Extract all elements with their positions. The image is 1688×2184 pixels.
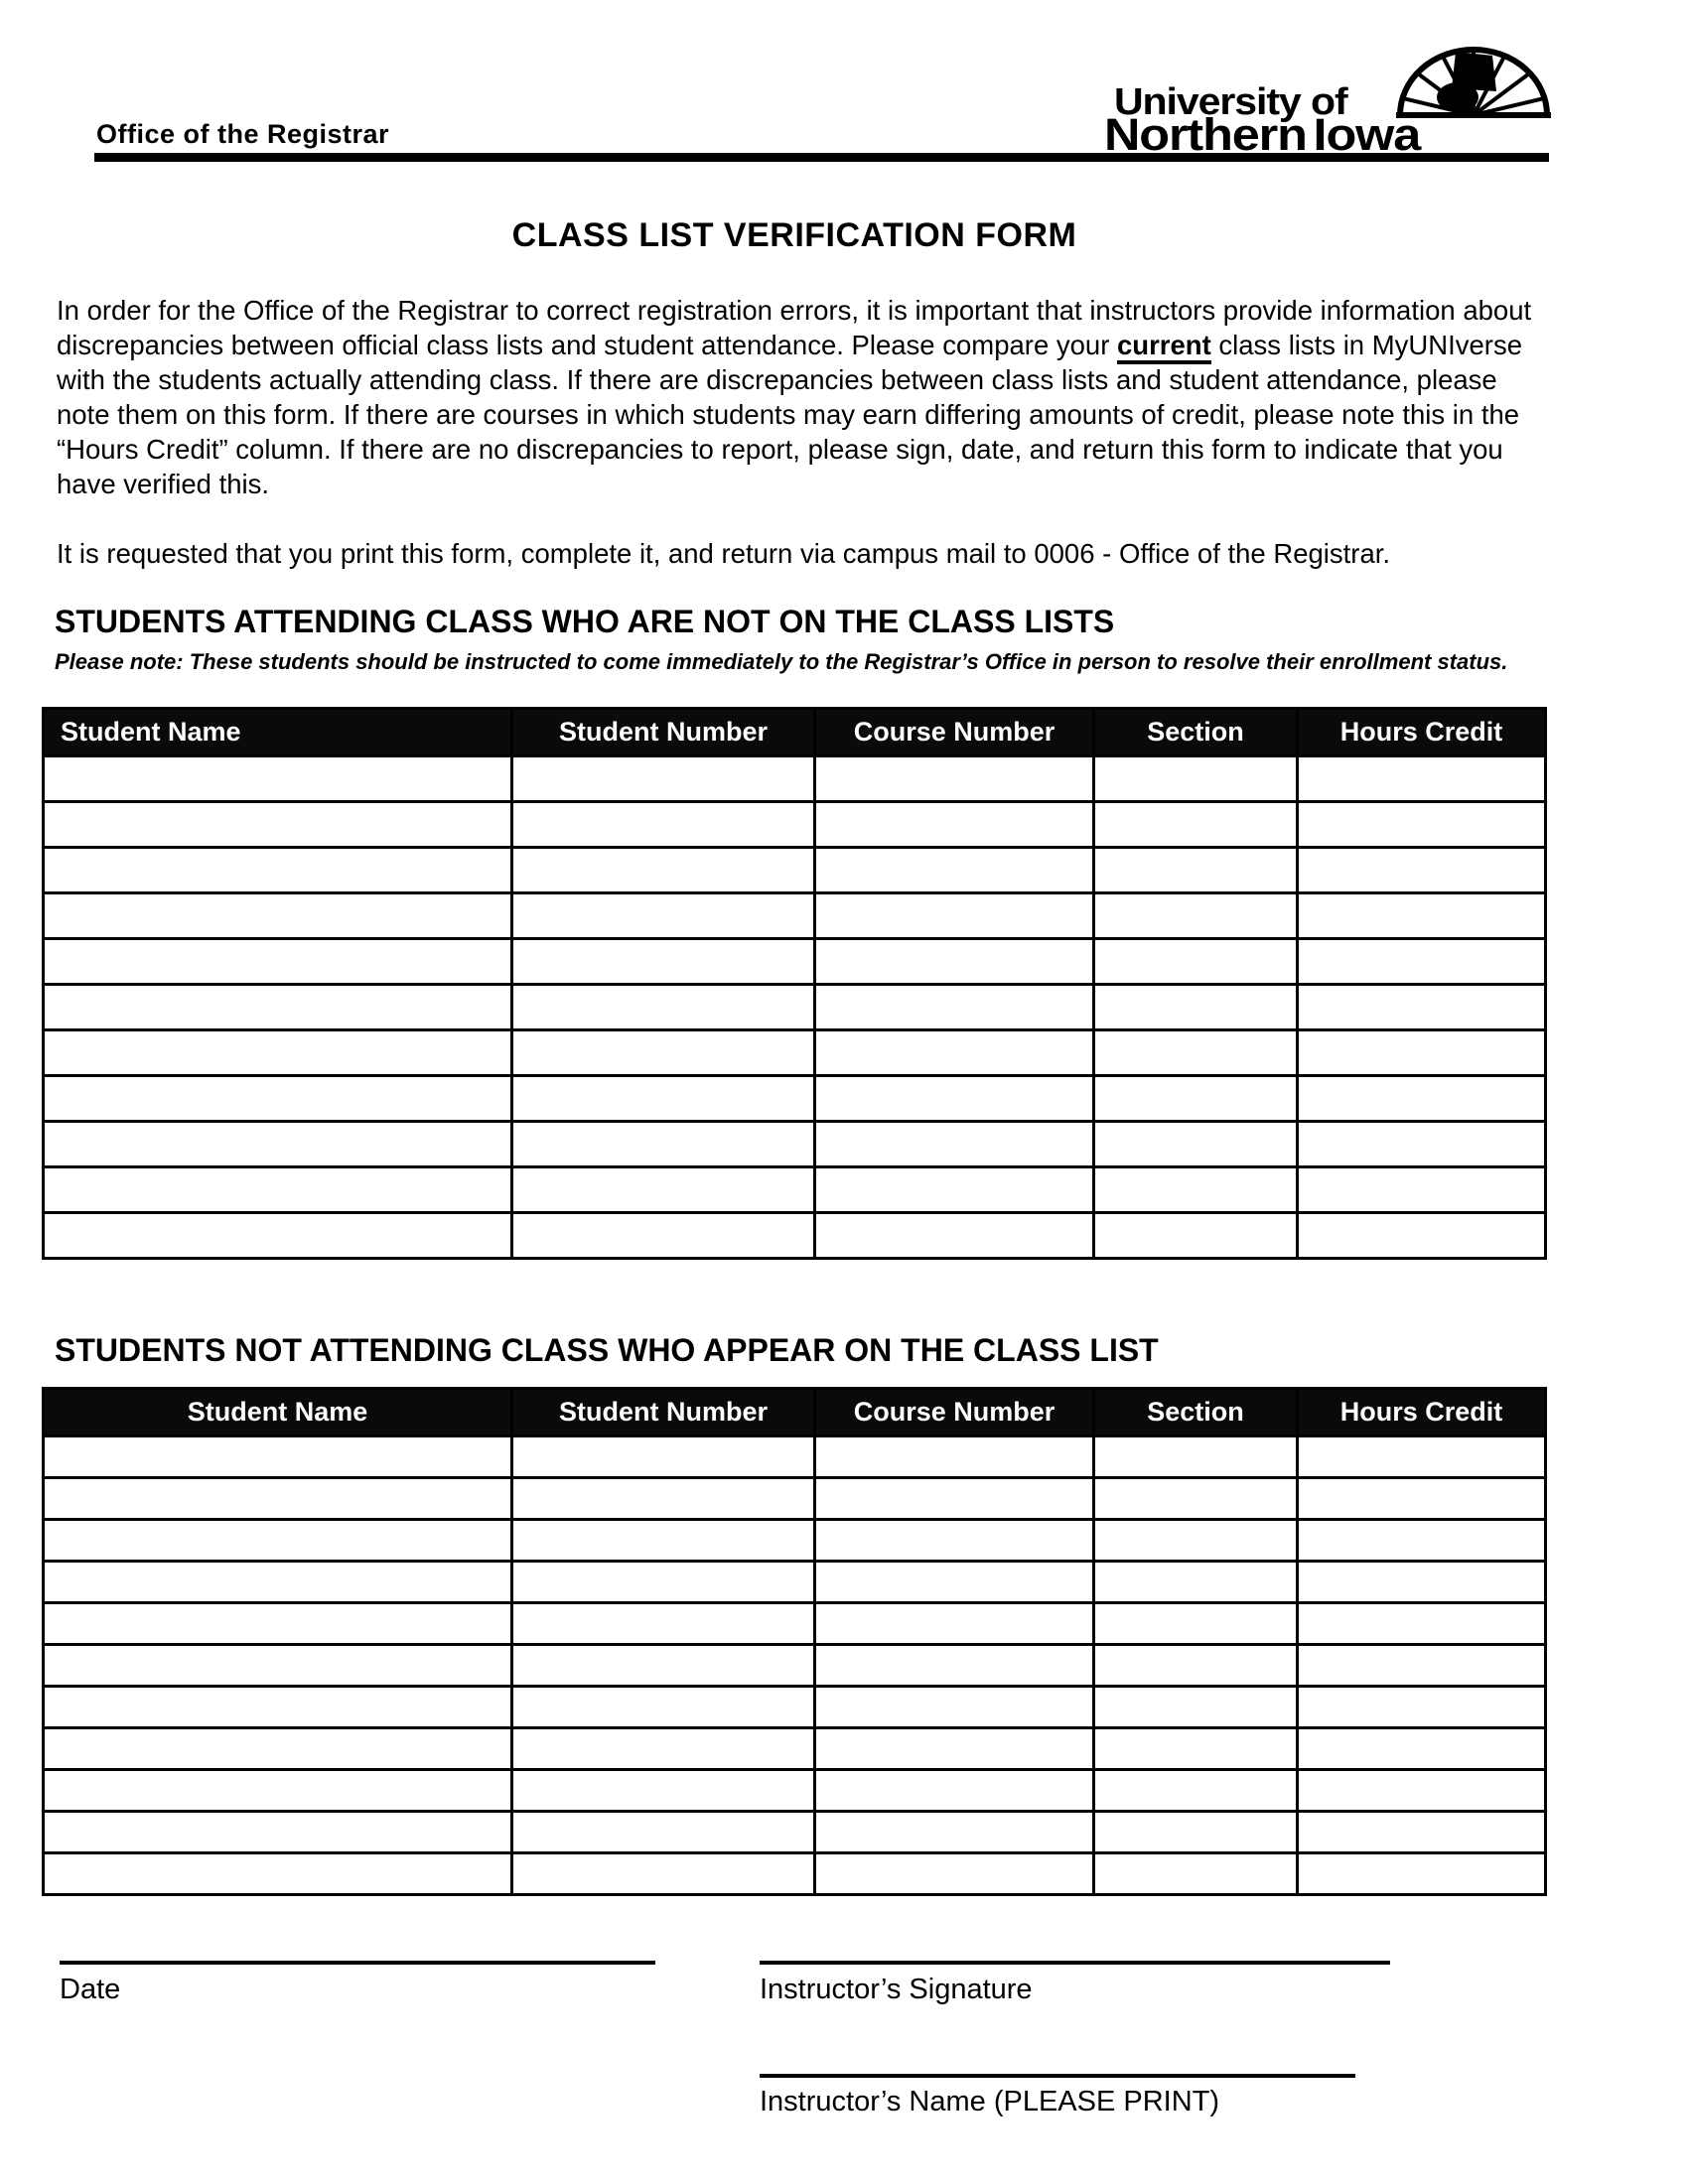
empty-fill-in-cell[interactable] xyxy=(1094,802,1298,848)
section1-note: Please note: These students should be instructed to come immediately to the Registrar’s Office in person to resolve their enrollment status. xyxy=(55,649,1508,674)
empty-fill-in-cell[interactable] xyxy=(1298,802,1546,848)
empty-fill-in-cell[interactable] xyxy=(512,939,815,985)
empty-fill-in-cell[interactable] xyxy=(1094,1687,1298,1728)
empty-fill-in-cell[interactable] xyxy=(44,848,512,893)
empty-fill-in-cell[interactable] xyxy=(1094,893,1298,939)
column-header: Student Number xyxy=(512,709,815,756)
empty-fill-in-cell[interactable] xyxy=(815,1770,1094,1812)
empty-fill-in-cell[interactable] xyxy=(815,1213,1094,1259)
empty-fill-in-cell[interactable] xyxy=(1298,1520,1546,1562)
empty-fill-in-cell[interactable] xyxy=(44,1076,512,1122)
empty-fill-in-cell[interactable] xyxy=(1298,985,1546,1030)
empty-fill-in-cell[interactable] xyxy=(1298,1812,1546,1853)
empty-fill-in-cell[interactable] xyxy=(1298,1687,1546,1728)
empty-fill-in-cell[interactable] xyxy=(44,802,512,848)
office-label: Office of the Registrar xyxy=(96,119,390,149)
empty-fill-in-cell[interactable] xyxy=(1298,1478,1546,1520)
empty-fill-in-cell[interactable] xyxy=(1094,1030,1298,1076)
instructor-signature-label: Instructor’s Signature xyxy=(760,1974,1033,2005)
empty-fill-in-cell[interactable] xyxy=(1094,1076,1298,1122)
empty-fill-in-cell[interactable] xyxy=(44,1436,512,1478)
empty-fill-in-cell[interactable] xyxy=(1298,1728,1546,1770)
table-row xyxy=(44,1603,1546,1645)
empty-fill-in-cell[interactable] xyxy=(1094,1645,1298,1687)
empty-fill-in-cell[interactable] xyxy=(1094,1812,1298,1853)
column-header: Course Number xyxy=(815,709,1094,756)
empty-fill-in-cell[interactable] xyxy=(1094,1167,1298,1213)
table-row xyxy=(44,1436,1546,1478)
empty-fill-in-cell[interactable] xyxy=(512,985,815,1030)
table-row xyxy=(44,1812,1546,1853)
logo-iowa: Iowa xyxy=(1313,109,1421,160)
empty-fill-in-cell[interactable] xyxy=(512,1728,815,1770)
empty-fill-in-cell[interactable] xyxy=(44,1770,512,1812)
table-row xyxy=(44,756,1546,802)
instructor-name-line[interactable] xyxy=(760,2074,1355,2078)
intro-current-emphasis: current xyxy=(1117,330,1211,364)
empty-fill-in-cell[interactable] xyxy=(44,1213,512,1259)
table-row xyxy=(44,893,1546,939)
empty-fill-in-cell[interactable] xyxy=(1094,1770,1298,1812)
section2-heading: STUDENTS NOT ATTENDING CLASS WHO APPEAR ON THE CLASS LIST xyxy=(55,1332,1159,1368)
table-row xyxy=(44,1122,1546,1167)
empty-fill-in-cell[interactable] xyxy=(1298,1853,1546,1895)
empty-fill-in-cell[interactable] xyxy=(1298,1562,1546,1603)
return-instructions: It is requested that you print this form, complete it, and return via campus mail to 0006 - Office of the Registrar. xyxy=(57,538,1391,569)
table-row xyxy=(44,802,1546,848)
empty-fill-in-cell[interactable] xyxy=(44,1167,512,1213)
empty-fill-in-cell[interactable] xyxy=(1094,1853,1298,1895)
table-row xyxy=(44,1853,1546,1895)
empty-fill-in-cell[interactable] xyxy=(815,1520,1094,1562)
not-attending-on-list-table xyxy=(42,1387,1547,1896)
empty-fill-in-cell[interactable] xyxy=(815,1853,1094,1895)
empty-fill-in-cell[interactable] xyxy=(44,1478,512,1520)
empty-fill-in-cell[interactable] xyxy=(44,1603,512,1645)
column-header: Student Name xyxy=(44,709,512,756)
empty-fill-in-cell[interactable] xyxy=(815,802,1094,848)
empty-fill-in-cell[interactable] xyxy=(1298,1603,1546,1645)
empty-fill-in-cell[interactable] xyxy=(512,1076,815,1122)
empty-fill-in-cell[interactable] xyxy=(1094,756,1298,802)
empty-fill-in-cell[interactable] xyxy=(815,1728,1094,1770)
empty-fill-in-cell[interactable] xyxy=(1094,1728,1298,1770)
table-row xyxy=(44,985,1546,1030)
empty-fill-in-cell[interactable] xyxy=(512,1167,815,1213)
logo-northern: Northern xyxy=(1104,109,1307,160)
empty-fill-in-cell[interactable] xyxy=(512,756,815,802)
empty-fill-in-cell[interactable] xyxy=(1094,1478,1298,1520)
column-header: Student Number xyxy=(512,1389,815,1436)
empty-fill-in-cell[interactable] xyxy=(44,1812,512,1853)
table-row xyxy=(44,1687,1546,1728)
empty-fill-in-cell[interactable] xyxy=(1094,1436,1298,1478)
empty-fill-in-cell[interactable] xyxy=(44,1728,512,1770)
empty-fill-in-cell[interactable] xyxy=(1298,939,1546,985)
empty-fill-in-cell[interactable] xyxy=(1094,1122,1298,1167)
empty-fill-in-cell[interactable] xyxy=(815,1812,1094,1853)
empty-fill-in-cell[interactable] xyxy=(1298,848,1546,893)
empty-fill-in-cell[interactable] xyxy=(1298,893,1546,939)
campanile-dome-icon xyxy=(1396,46,1551,119)
empty-fill-in-cell[interactable] xyxy=(512,1213,815,1259)
empty-fill-in-cell[interactable] xyxy=(1094,848,1298,893)
logo-northern-iowa-text xyxy=(1104,109,1420,161)
table-row xyxy=(44,1167,1546,1213)
table-row xyxy=(44,1770,1546,1812)
empty-fill-in-cell[interactable] xyxy=(815,1687,1094,1728)
section1-heading: STUDENTS ATTENDING CLASS WHO ARE NOT ON THE CLASS LISTS xyxy=(55,604,1115,639)
empty-fill-in-cell[interactable] xyxy=(512,1562,815,1603)
table-row xyxy=(44,848,1546,893)
empty-fill-in-cell[interactable] xyxy=(44,1853,512,1895)
table-row xyxy=(44,1645,1546,1687)
empty-fill-in-cell[interactable] xyxy=(815,1478,1094,1520)
table-row xyxy=(44,1213,1546,1259)
empty-fill-in-cell[interactable] xyxy=(512,848,815,893)
empty-fill-in-cell[interactable] xyxy=(44,1562,512,1603)
table-header-row xyxy=(44,1389,1546,1436)
column-header: Course Number xyxy=(815,1389,1094,1436)
empty-fill-in-cell[interactable] xyxy=(815,1645,1094,1687)
empty-fill-in-cell[interactable] xyxy=(1094,939,1298,985)
empty-fill-in-cell[interactable] xyxy=(815,1436,1094,1478)
empty-fill-in-cell[interactable] xyxy=(512,1687,815,1728)
empty-fill-in-cell[interactable] xyxy=(44,1645,512,1687)
empty-fill-in-cell[interactable] xyxy=(1298,1122,1546,1167)
table-row xyxy=(44,1520,1546,1562)
table-row xyxy=(44,1030,1546,1076)
empty-fill-in-cell[interactable] xyxy=(512,1603,815,1645)
empty-fill-in-cell[interactable] xyxy=(512,1436,815,1478)
empty-fill-in-cell[interactable] xyxy=(815,848,1094,893)
table-header-row xyxy=(44,709,1546,756)
date-signature-line[interactable] xyxy=(60,1961,655,1965)
empty-fill-in-cell[interactable] xyxy=(512,893,815,939)
empty-fill-in-cell[interactable] xyxy=(815,1122,1094,1167)
intro-text-after: class lists in MyUNIverse with the students actually attending class. If there are discrepancies between class lists and student attendance, please note them on this form. If there are courses in which students may earn differing amounts of credit, please note this in the “Hours Credit” column. If there are no discrepancies to report, please sign, date, and return this form to indicate that you have verified this. xyxy=(57,330,1523,499)
column-header: Student Name xyxy=(44,1389,512,1436)
empty-fill-in-cell[interactable] xyxy=(815,1076,1094,1122)
empty-fill-in-cell[interactable] xyxy=(1094,985,1298,1030)
empty-fill-in-cell[interactable] xyxy=(1298,1076,1546,1122)
page-title: CLASS LIST VERIFICATION FORM xyxy=(511,216,1077,254)
empty-fill-in-cell[interactable] xyxy=(512,1645,815,1687)
empty-fill-in-cell[interactable] xyxy=(815,1562,1094,1603)
attending-not-on-list-table xyxy=(42,707,1547,1260)
empty-fill-in-cell[interactable] xyxy=(1298,756,1546,802)
empty-fill-in-cell[interactable] xyxy=(1298,1645,1546,1687)
empty-fill-in-cell[interactable] xyxy=(1298,1030,1546,1076)
empty-fill-in-cell[interactable] xyxy=(512,1030,815,1076)
empty-fill-in-cell[interactable] xyxy=(44,1687,512,1728)
empty-fill-in-cell[interactable] xyxy=(1094,1520,1298,1562)
table-row xyxy=(44,939,1546,985)
empty-fill-in-cell[interactable] xyxy=(44,893,512,939)
instructor-signature-line[interactable] xyxy=(760,1961,1390,1965)
empty-fill-in-cell[interactable] xyxy=(512,1478,815,1520)
empty-fill-in-cell[interactable] xyxy=(512,802,815,848)
empty-fill-in-cell[interactable] xyxy=(44,1122,512,1167)
intro-paragraph xyxy=(57,293,1551,501)
empty-fill-in-cell[interactable] xyxy=(44,1030,512,1076)
empty-fill-in-cell[interactable] xyxy=(1298,1770,1546,1812)
empty-fill-in-cell[interactable] xyxy=(1094,1562,1298,1603)
instructor-name-label: Instructor’s Name (PLEASE PRINT) xyxy=(760,2086,1220,2117)
empty-fill-in-cell[interactable] xyxy=(44,939,512,985)
empty-fill-in-cell[interactable] xyxy=(1298,1436,1546,1478)
empty-fill-in-cell[interactable] xyxy=(512,1770,815,1812)
intro-text-before: In order for the Office of the Registrar to correct registration errors, it is important that instructors provide information about discrepancies between official class lists and student attendance. Please compare your xyxy=(57,295,1532,360)
empty-fill-in-cell[interactable] xyxy=(815,1603,1094,1645)
empty-fill-in-cell[interactable] xyxy=(815,939,1094,985)
empty-fill-in-cell[interactable] xyxy=(1298,1167,1546,1213)
empty-fill-in-cell[interactable] xyxy=(44,756,512,802)
empty-fill-in-cell[interactable] xyxy=(815,985,1094,1030)
empty-fill-in-cell[interactable] xyxy=(815,893,1094,939)
empty-fill-in-cell[interactable] xyxy=(512,1122,815,1167)
empty-fill-in-cell[interactable] xyxy=(1298,1213,1546,1259)
empty-fill-in-cell[interactable] xyxy=(815,756,1094,802)
empty-fill-in-cell[interactable] xyxy=(1094,1213,1298,1259)
logo-university-of-text: University of xyxy=(1114,81,1347,123)
empty-fill-in-cell[interactable] xyxy=(815,1030,1094,1076)
date-label: Date xyxy=(60,1974,121,2005)
column-header: Section xyxy=(1094,709,1298,756)
column-header: Hours Credit xyxy=(1298,709,1546,756)
empty-fill-in-cell[interactable] xyxy=(44,1520,512,1562)
column-header: Section xyxy=(1094,1389,1298,1436)
empty-fill-in-cell[interactable] xyxy=(44,985,512,1030)
column-header: Hours Credit xyxy=(1298,1389,1546,1436)
empty-fill-in-cell[interactable] xyxy=(512,1853,815,1895)
empty-fill-in-cell[interactable] xyxy=(512,1812,815,1853)
empty-fill-in-cell[interactable] xyxy=(815,1167,1094,1213)
table-row xyxy=(44,1728,1546,1770)
table-row xyxy=(44,1478,1546,1520)
empty-fill-in-cell[interactable] xyxy=(512,1520,815,1562)
empty-fill-in-cell[interactable] xyxy=(1094,1603,1298,1645)
table-row xyxy=(44,1076,1546,1122)
table-row xyxy=(44,1562,1546,1603)
